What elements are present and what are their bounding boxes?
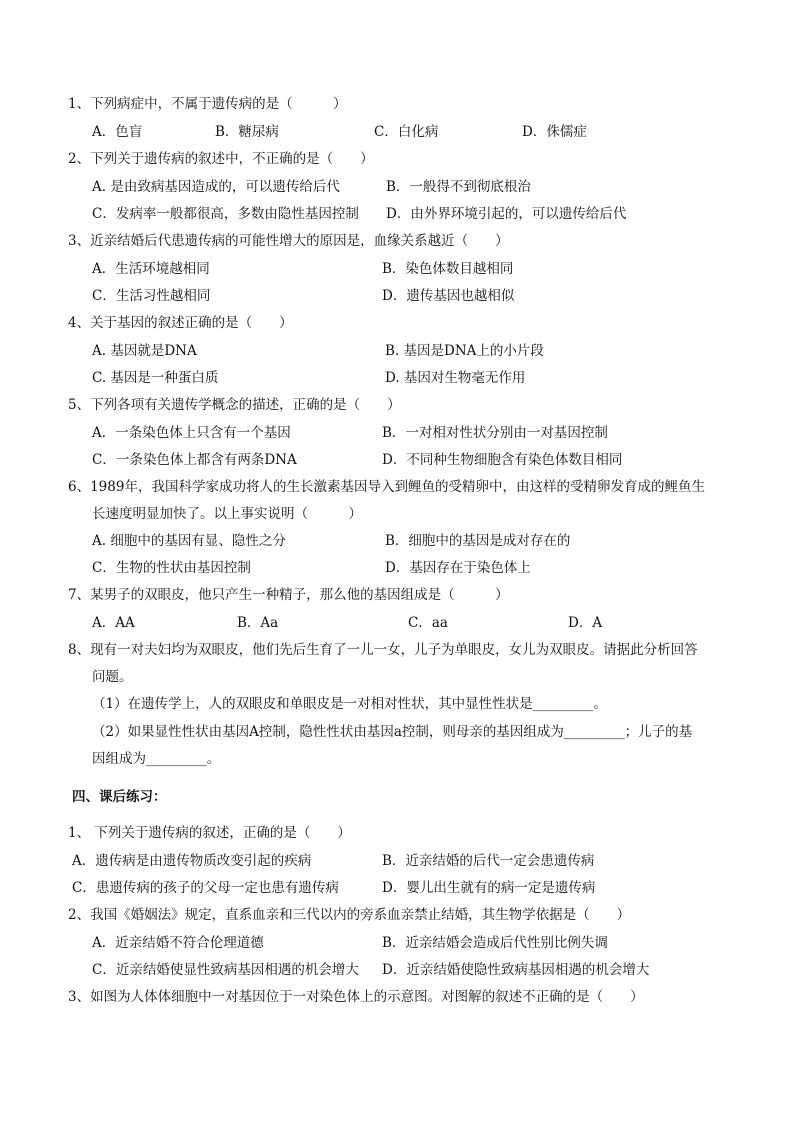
question-8-stem-line-1: 8、现有一对夫妇均为双眼皮，他们先后生育了一儿一女，儿子为单眼皮，女儿为双眼皮。请据此分析回答 bbox=[68, 642, 698, 658]
question-1-stem: 1、下列病症中，不属于遗传病的是（ ） bbox=[68, 96, 347, 112]
question-6-option-d: D．基因存在于染色体上 bbox=[385, 560, 531, 576]
question-6-option-c: C．生物的性状由基因控制 bbox=[92, 560, 251, 576]
question-7-option-c: C．aa bbox=[408, 615, 448, 631]
exercise-2-option-a: A．近亲结婚不符合伦理道德 bbox=[92, 935, 264, 951]
question-6-option-b: B．细胞中的基因是成对存在的 bbox=[385, 533, 571, 549]
exercise-1-stem: 1、 下列关于遗传病的叙述，正确的是（ ） bbox=[68, 825, 351, 841]
question-1-option-a: A．色盲 bbox=[92, 124, 143, 140]
question-3-option-a: A．生活环境越相同 bbox=[92, 261, 210, 277]
question-5-stem: 5、下列各项有关遗传学概念的描述，正确的是（ ） bbox=[68, 397, 401, 413]
question-2-option-b: B．一般得不到彻底根治 bbox=[386, 179, 531, 195]
question-6-stem-line-2: 长速度明显加快了。以上事实说明（ ） bbox=[92, 506, 362, 522]
section-heading: 四、课后练习： bbox=[72, 789, 167, 805]
exercise-1-option-c: C．患遗传病的孩子的父母一定也患有遗传病 bbox=[72, 880, 339, 896]
exercise-2-option-d: D．近亲结婚使隐性致病基因相遇的机会增大 bbox=[382, 962, 650, 978]
question-1-option-c: C．白化病 bbox=[374, 124, 439, 140]
question-4-option-b: B. 基因是DNA上的小片段 bbox=[385, 343, 544, 359]
exercise-2-option-c: C．近亲结婚使显性致病基因相遇的机会增大 bbox=[92, 962, 359, 978]
exercise-2-option-b: B．近亲结婚会造成后代性别比例失调 bbox=[382, 935, 608, 951]
question-2-option-c: C．发病率一般都很高，多数由隐性基因控制 bbox=[92, 206, 359, 222]
question-5-option-c: C．一条染色体上都含有两条DNA bbox=[92, 452, 297, 468]
question-7-stem: 7、某男子的双眼皮，他只产生一种精子，那么他的基因组成是（ ） bbox=[68, 587, 509, 603]
exercise-1-option-b: B．近亲结婚的后代一定会患遗传病 bbox=[382, 853, 595, 869]
question-8-sub-2-line-1: （2）如果显性性状由基因A控制，隐性性状由基因a控制，则母亲的基因组成为_________；儿子的基 bbox=[92, 724, 693, 740]
exercise-2-stem: 2、我国《婚姻法》规定，直系血亲和三代以内的旁系血亲禁止结婚，其生物学依据是（ ） bbox=[68, 907, 631, 923]
question-1-option-b: B．糖尿病 bbox=[215, 124, 279, 140]
question-4-option-a: A. 基因就是DNA bbox=[92, 343, 197, 359]
exercise-3-stem: 3、如图为人体体细胞中一对基因位于一对染色体上的示意图。对图解的叙述不正确的是（ ） bbox=[68, 989, 644, 1005]
question-7-option-b: B．Aa bbox=[237, 615, 279, 631]
question-8-sub-2-line-2: 因组成为_________。 bbox=[92, 751, 221, 767]
question-6-option-a: A. 细胞中的基因有显、隐性之分 bbox=[92, 533, 286, 549]
question-5-option-a: A．一条染色体上只含有一个基因 bbox=[92, 425, 291, 441]
question-4-option-d: D. 基因对生物毫无作用 bbox=[385, 370, 526, 386]
exercise-1-option-d: D．婴儿出生就有的病一定是遗传病 bbox=[382, 880, 596, 896]
question-8-sub-1: （1）在遗传学上，人的双眼皮和单眼皮是一对相对性状，其中显性性状是_________。 bbox=[92, 696, 607, 712]
question-3-option-c: C．生活习性越相同 bbox=[92, 288, 211, 304]
question-2-option-d: D．由外界环境引起的，可以遗传给后代 bbox=[386, 206, 627, 222]
question-4-option-c: C. 基因是一种蛋白质 bbox=[92, 370, 219, 386]
question-6-stem-line-1: 6、1989年，我国科学家成功将人的生长激素基因导入到鲤鱼的受精卵中，由这样的受精卵发育成的鲤鱼生 bbox=[68, 479, 705, 495]
question-2-stem: 2、下列关于遗传病的叙述中，不正确的是（ ） bbox=[68, 151, 374, 167]
question-1-option-d: D．侏儒症 bbox=[522, 124, 587, 140]
question-3-option-b: B．染色体数目越相同 bbox=[382, 261, 514, 277]
question-5-option-b: B．一对相对性状分别由一对基因控制 bbox=[382, 425, 608, 441]
question-7-option-a: A．AA bbox=[92, 615, 135, 631]
question-8-stem-line-2: 问题。 bbox=[92, 669, 133, 685]
question-4-stem: 4、关于基因的叙述正确的是（ ） bbox=[68, 315, 293, 331]
question-3-option-d: D．遗传基因也越相似 bbox=[382, 288, 515, 304]
exercise-1-option-a: A．遗传病是由遗传物质改变引起的疾病 bbox=[72, 853, 312, 869]
question-5-option-d: D．不同种生物细胞含有染色体数目相同 bbox=[382, 452, 623, 468]
question-2-option-a: A. 是由致病基因造成的，可以遗传给后代 bbox=[92, 179, 340, 195]
question-3-stem: 3、近亲结婚后代患遗传病的可能性增大的原因是，血缘关系越近（ ） bbox=[68, 233, 509, 249]
question-7-option-d: D．A bbox=[568, 615, 603, 631]
